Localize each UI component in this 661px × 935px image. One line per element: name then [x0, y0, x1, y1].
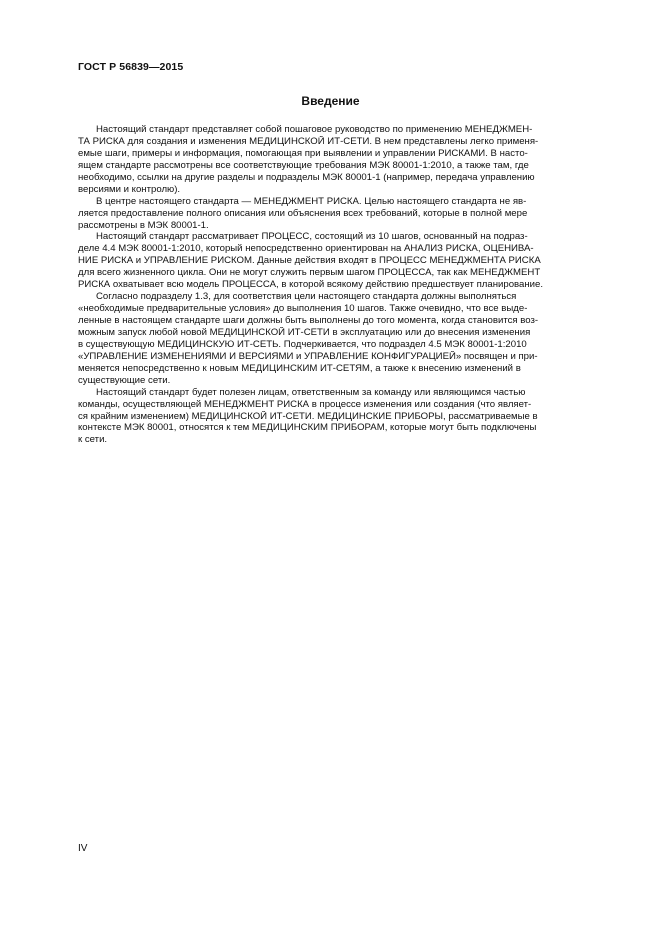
text-line: рассмотрены в МЭК 80001-1. [78, 219, 209, 231]
paragraph [78, 196, 583, 232]
text-line: емые шаги, примеры и информация, помогающая при выявлении и управлении РИСКАМИ. В насто- [78, 147, 528, 159]
text-line: контексте МЭК 80001, относятся к тем МЕДИЦИНСКИМ ПРИБОРАМ, которые могут быть подключены [78, 422, 537, 434]
paragraph [78, 387, 583, 447]
text-line: команды, осуществляющей МЕНЕДЖМЕНТ РИСКА в процессе изменения или создания (что являет- [78, 398, 532, 410]
text-line: ляется предоставление полного описания или объяснения всех требований, которые в полной мере [78, 207, 528, 219]
paragraph [78, 291, 583, 387]
text-line: необходимо, ссылки на другие разделы и подразделы МЭК 80001-1 (например, передача управлению [78, 171, 535, 183]
text-line: В центре настоящего стандарта — МЕНЕДЖМЕНТ РИСКА. Целью настоящего стандарта не яв- [96, 195, 527, 207]
text-line: существующие сети. [78, 374, 171, 386]
paragraph [78, 124, 583, 196]
text-line: для всего жизненного цикла. Они не могут служить первым шагом ПРОЦЕССА, так как МЕНЕДЖМЕНТ [78, 267, 541, 279]
text-line: ТА РИСКА для создания и изменения МЕДИЦИНСКОЙ ИТ-СЕТИ. В нем представлены легко применя- [78, 135, 539, 147]
text-line: РИСКА охватывает всю модель ПРОЦЕССА, в которой всякому действию предшествует планирование. [78, 279, 544, 291]
body-text [78, 124, 583, 446]
page-number: IV [78, 843, 88, 854]
text-line: Настоящий стандарт рассматривает ПРОЦЕСС, состоящий из 10 шагов, основанный на подраз- [96, 231, 528, 243]
text-line: ся крайним изменением) МЕДИЦИНСКОЙ ИТ-СЕТИ. МЕДИЦИНСКИЕ ПРИБОРЫ, рассматриваемые в [78, 410, 538, 422]
text-line: можным запуск любой новой МЕДИЦИНСКОЙ ИТ-СЕТИ в эксплуатацию или до внесения изменения [78, 326, 531, 338]
text-line: «необходимые предварительные условия» до выполнения 10 шагов. Также очевидно, что все выде- [78, 303, 528, 315]
text-line: ленные в настоящем стандарте шаги должны быть выполнены до того момента, когда становится воз- [78, 315, 539, 326]
text-line: версиями и контролю). [78, 183, 181, 195]
text-line: «УПРАВЛЕНИЕ ИЗМЕНЕНИЯМИ И ВЕРСИЯМИ и УПРАВЛЕНИЕ КОНФИГУРАЦИЕЙ» посвящен и при- [78, 350, 538, 362]
text-line: Настоящий стандарт представляет собой пошаговое руководство по применению МЕНЕДЖМЕН- [96, 124, 533, 135]
text-line: деле 4.4 МЭК 80001-1:2010, который непосредственно ориентирован на АНАЛИЗ РИСКА, ОЦЕНИВА- [78, 243, 534, 255]
paragraph [78, 231, 583, 291]
document-id: ГОСТ Р 56839—2015 [78, 61, 184, 73]
text-line: ящем стандарте рассмотрены все соответствующие требования МЭК 80001-1:2010, а также там, где [78, 159, 529, 171]
text-line: к сети. [78, 434, 108, 446]
text-line: Согласно подразделу 1.3, для соответствия цели настоящего стандарта должны выполняться [96, 291, 517, 303]
text-line: Настоящий стандарт будет полезен лицам, ответственным за команду или являющимся частью [96, 386, 526, 398]
text-line: НИЕ РИСКА и УПРАВЛЕНИЕ РИСКОМ. Данные действия входят в ПРОЦЕСС МЕНЕДЖМЕНТА РИСКА [78, 255, 541, 267]
text-line: меняется непосредственно к новым МЕДИЦИНСКИМ ИТ-СЕТЯМ, а также к внесению изменений в [78, 362, 521, 374]
text-line: в существующую МЕДИЦИНСКУЮ ИТ-СЕТЬ. Подчеркивается, что подраздел 4.5 МЭК 80001-1:2010 [78, 338, 527, 350]
section-title: Введение [301, 94, 360, 108]
